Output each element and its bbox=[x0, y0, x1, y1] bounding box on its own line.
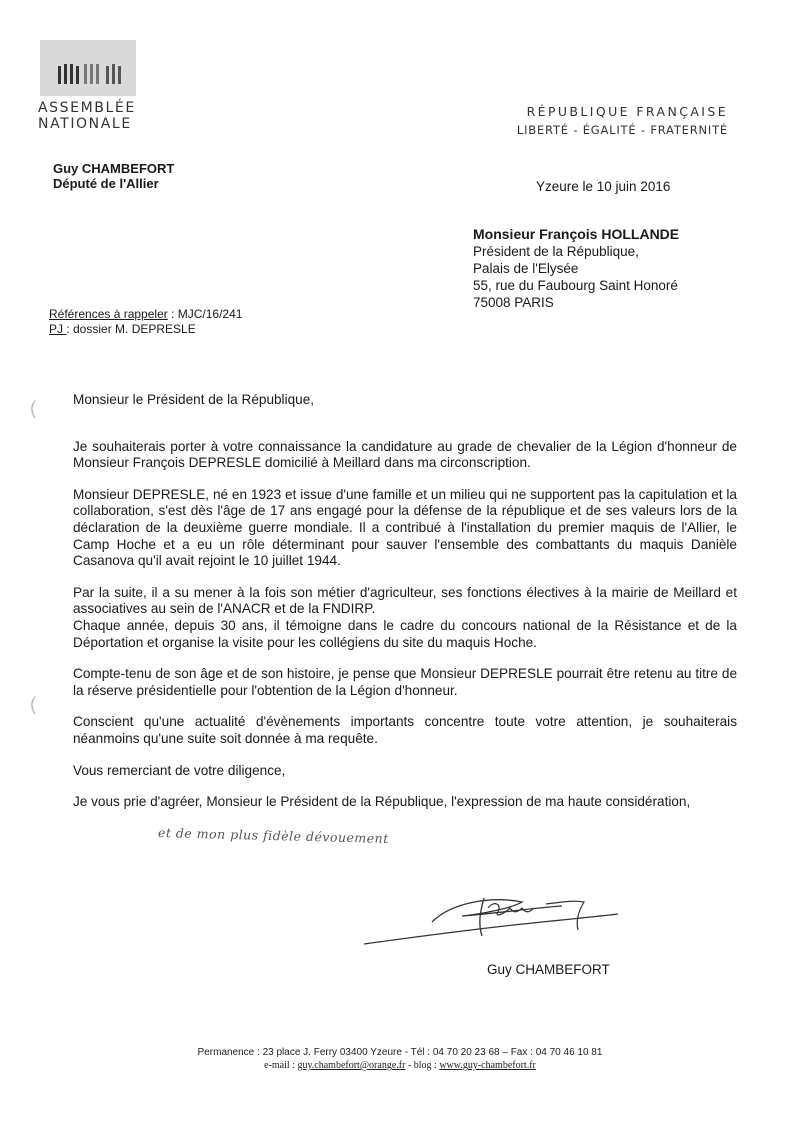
sender-title: Député de l'Allier bbox=[53, 176, 159, 191]
logo-line-2: NATIONALE bbox=[38, 116, 132, 132]
body-paragraph: Chaque année, depuis 30 ans, il témoigne dans le cadre du concours national de la Résistance et de la Déportation et organise la visite pour les collégiens du site du maquis Hoche. bbox=[73, 617, 737, 650]
sender-block bbox=[53, 161, 174, 191]
attachment-line bbox=[49, 322, 242, 337]
blog-label: - blog : bbox=[405, 1060, 440, 1071]
signer-name: Guy CHAMBEFORT bbox=[487, 962, 610, 977]
letter-date: Yzeure le 10 juin 2016 bbox=[536, 179, 671, 194]
reference-line bbox=[49, 307, 242, 322]
letter-body bbox=[73, 392, 737, 826]
republic-header bbox=[517, 104, 728, 137]
recipient-line: Palais de l'Elysée bbox=[473, 261, 579, 276]
republic-motto: LIBERTÉ - ÉGALITÉ - FRATERNITÉ bbox=[516, 123, 728, 137]
email-label: e-mail : bbox=[264, 1060, 298, 1071]
footer bbox=[0, 1046, 800, 1072]
margin-mark: ( bbox=[30, 694, 36, 714]
attachment-value: : dossier M. DEPRESLE bbox=[66, 322, 196, 336]
margin-mark: ( bbox=[30, 398, 36, 418]
body-paragraph: Vous remerciant de votre diligence, bbox=[73, 762, 286, 778]
handwritten-note: et de mon plus fidèle dévouement bbox=[157, 824, 389, 847]
body-paragraph: Je souhaiterais porter à votre connaissance la candidature au grade de chevalier de la Légion d'honneur de Monsieur François DEPRESLE domicilié à Meillard dans ma circonscription. bbox=[73, 438, 737, 471]
body-paragraph: Conscient qu'une actualité d'évènements importants concentre toute votre attention, je souhaiterais néanmoins qu'une suite soit donnée à ma requête. bbox=[73, 714, 737, 746]
references-block bbox=[49, 307, 242, 337]
attachment-label: PJ bbox=[49, 322, 67, 336]
body-paragraph: Par la suite, il a su mener à la fois son métier d'agriculteur, ses fonctions électives à la mairie de Meillard et associatives au sein de l'ANACR et de la FNDIRP. bbox=[73, 584, 737, 617]
body-paragraph: Monsieur DEPRESLE, né en 1923 et issue d'une famille et un milieu qui ne supportent pas la capitulation et la collaboration, s'est dès l'âge de 17 ans engagé pour la défense de la république et de ses valeurs lors de la déclaration de la deuxième guerre mondiale. Il a contribué à l'installation du premier maquis de l'Allier, le Camp Hoche et a eu un rôle déterminant pour sauver l'ensemble des combattants du maquis Danièle Casanova qu'il avait rejoint le 10 juillet 1944. bbox=[73, 486, 737, 569]
body-paragraph: Compte-tenu de son âge et de son histoire, je pense que Monsieur DEPRESLE pourrait être retenu au titre de la réserve présidentielle pour l'obtention de la Légion d'honneur. bbox=[73, 666, 737, 698]
closing-paragraph: Je vous prie d'agréer, Monsieur le Président de la République, l'expression de ma haute considération, bbox=[73, 794, 691, 810]
republic-title: RÉPUBLIQUE FRANÇAISE bbox=[526, 104, 728, 119]
logo-line-1: ASSEMBLÉE bbox=[38, 100, 136, 116]
email-link[interactable]: guy.chambefort@orange.fr bbox=[297, 1060, 406, 1071]
footer-contact-line: Permanence : 23 place J. Ferry 03400 Yzeure - Tél : 04 70 20 23 68 – Fax : 04 70 46 10 81 bbox=[197, 1047, 603, 1058]
assemblee-hemicycle-icon bbox=[40, 40, 136, 96]
signature bbox=[362, 878, 622, 948]
recipient-line: 75008 PARIS bbox=[473, 295, 554, 310]
recipient-line: Président de la République, bbox=[473, 244, 639, 259]
reference-value: : MJC/16/241 bbox=[167, 307, 243, 321]
salutation: Monsieur le Président de la République, bbox=[73, 392, 315, 407]
footer-links-line bbox=[0, 1059, 800, 1072]
recipient-block bbox=[473, 226, 679, 311]
sender-name: Guy CHAMBEFORT bbox=[53, 161, 175, 176]
blog-link[interactable]: www.guy-chambefort.fr bbox=[439, 1060, 536, 1071]
recipient-name: Monsieur François HOLLANDE bbox=[473, 226, 680, 242]
recipient-line: 55, rue du Faubourg Saint Honoré bbox=[473, 278, 678, 293]
reference-label: Références à rappeler bbox=[49, 307, 168, 321]
